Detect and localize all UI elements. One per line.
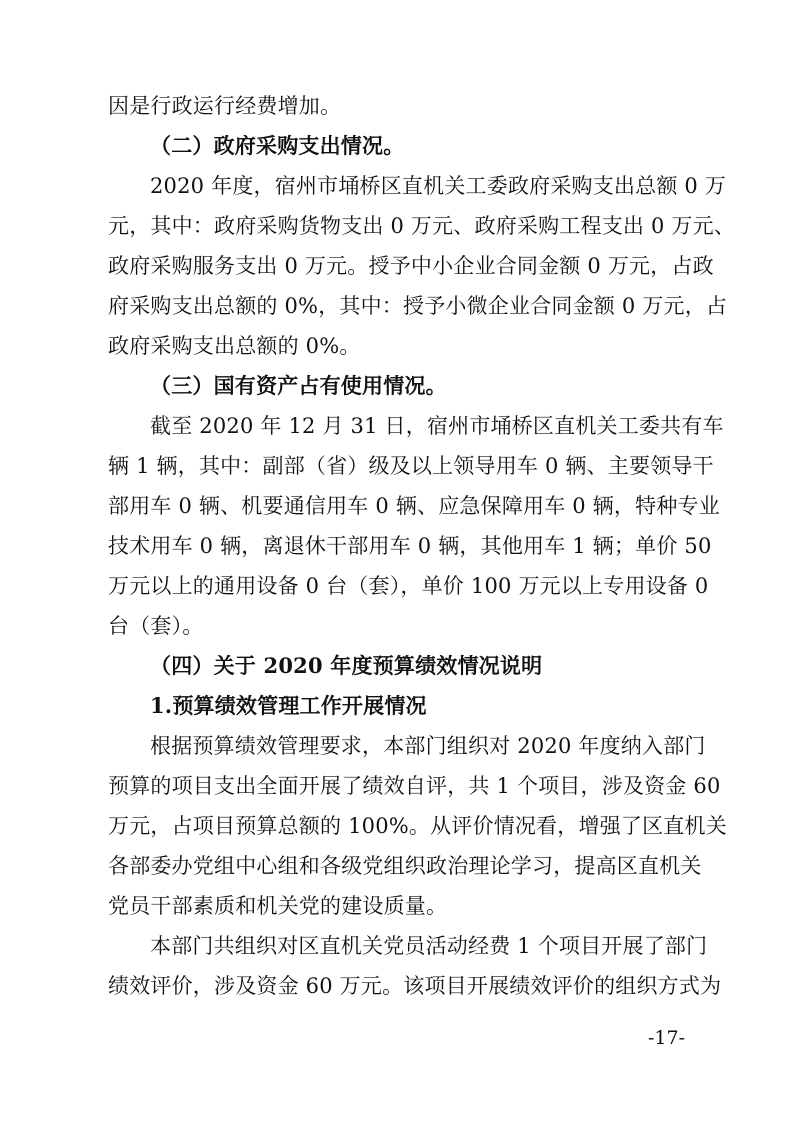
paragraph-line: 截至 2020 年 12 月 31 日，宿州市埇桥区直机关工委共有车 [150,414,724,438]
paragraph-line: 根据预算绩效管理要求，本部门组织对 2020 年度纳入部门 [150,734,706,758]
body-text [108,86,736,1006]
paragraph-line: 预算的项目支出全面开展了绩效自评，共 1 个项目，涉及资金 60 [108,774,721,798]
paragraph-line: 万元，占项目预算总额的 100%。从评价情况看，增强了区直机关 [108,814,727,838]
paragraph-line: 政府采购支出总额的 0%。 [108,334,361,358]
paragraph-line: 部用车 0 辆、机要通信用车 0 辆、应急保障用车 0 辆，特种专业 [108,494,720,518]
section-heading: （三）国有资产占有使用情况。 [150,373,447,398]
paragraph-line: 2020 年度，宿州市埇桥区直机关工委政府采购支出总额 0 万 [150,174,727,198]
section-heading: （二）政府采购支出情况。 [150,133,405,158]
paragraph-line: 万元以上的通用设备 0 台（套），单价 100 万元以上专用设备 0 [108,574,709,598]
subsection-heading: 1.预算绩效管理工作开展情况 [150,693,427,718]
paragraph-line: 台（套）。 [108,614,204,638]
paragraph-line: 元，其中：政府采购货物支出 0 万元、政府采购工程支出 0 万元、 [108,214,736,238]
paragraph-line: 党员干部素质和机关党的建设质量。 [108,894,448,918]
paragraph-line: 技术用车 0 辆，离退休干部用车 0 辆，其他用车 1 辆；单价 50 [108,534,712,558]
paragraph-line: 辆 1 辆，其中：副部（省）级及以上领导用车 0 辆、主要领导干 [108,454,714,478]
paragraph-line: 本部门共组织对区直机关党员活动经费 1 个项目开展了部门 [150,934,708,958]
paragraph-line: 绩效评价，涉及资金 60 万元。该项目开展绩效评价的组织方式为 [108,974,722,998]
paragraph-line: 因是行政运行经费增加。 [108,94,342,118]
page-number: -17- [648,1027,686,1049]
paragraph-line: 各部委办党组中心组和各级党组织政治理论学习，提高区直机关 [108,854,702,878]
paragraph-line: 府采购支出总额的 0%，其中：授予小微企业合同金额 0 万元，占 [108,294,728,318]
section-heading: （四）关于 2020 年度预算绩效情况说明 [150,653,543,678]
paragraph-line: 政府采购服务支出 0 万元。授予中小企业合同金额 0 万元，占政 [108,254,714,278]
